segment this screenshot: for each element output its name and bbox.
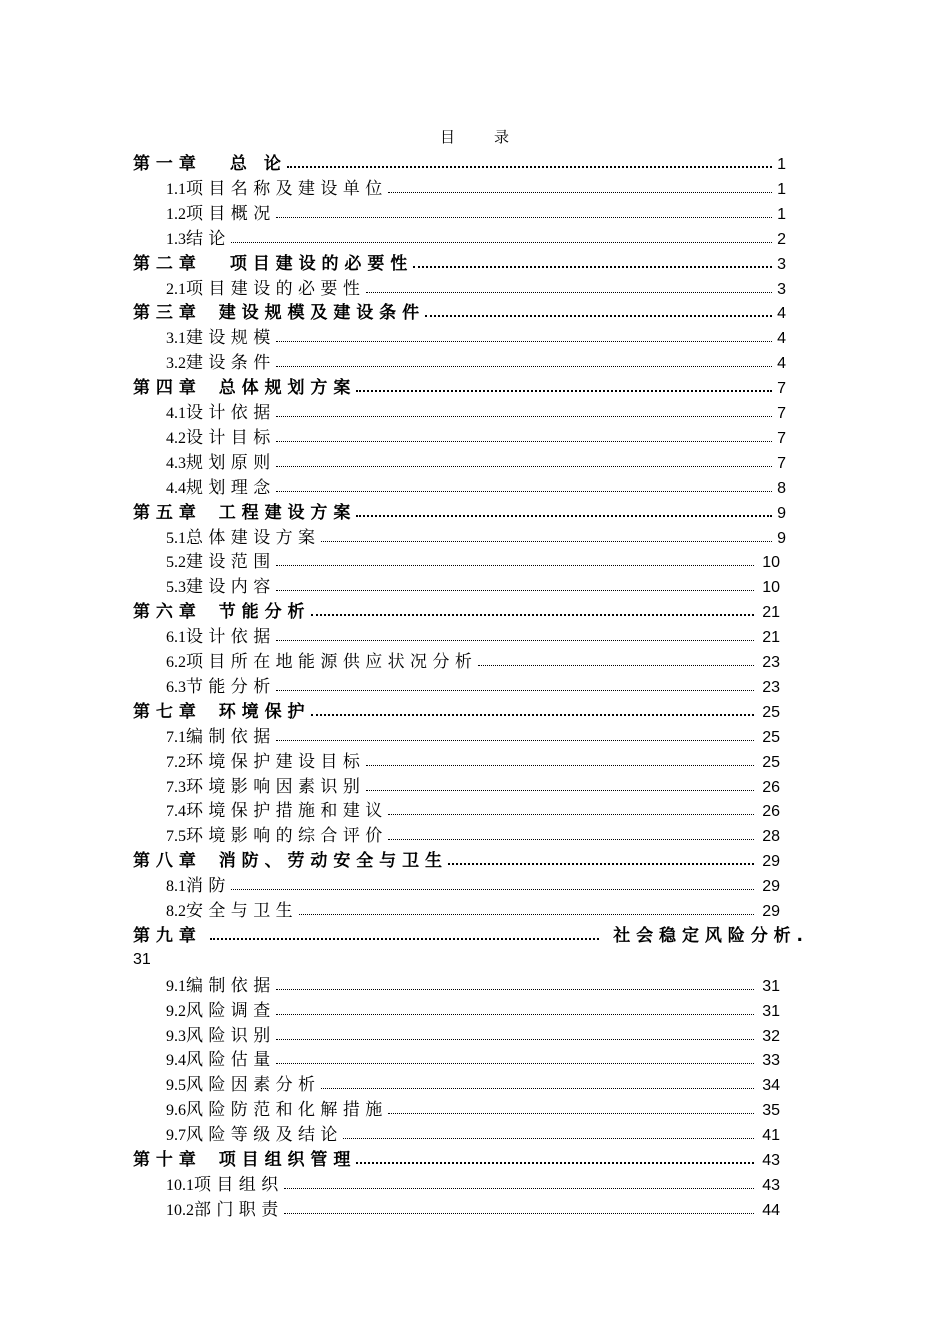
toc-leader-dots	[276, 734, 754, 741]
toc-page-number: 23	[762, 678, 780, 696]
toc-page-number: 4	[777, 330, 786, 348]
toc-section-label	[166, 772, 360, 797]
toc-section-number: 1.2	[166, 205, 186, 223]
toc-section-row[interactable]	[166, 449, 786, 473]
toc-section-row[interactable]	[166, 1121, 780, 1145]
toc-section-label	[166, 572, 270, 597]
toc-section-row[interactable]	[166, 324, 786, 348]
toc-section-row[interactable]	[166, 773, 780, 797]
toc-section-row[interactable]	[166, 548, 780, 572]
toc-section-number: 7.2	[166, 753, 186, 771]
toc-section-label	[166, 1021, 270, 1046]
toc-page-number: 9	[777, 529, 786, 547]
toc-page-number: 7	[777, 454, 786, 472]
toc-section-title: 设 计 依 据	[186, 403, 271, 423]
toc-page-number: 1	[777, 205, 786, 223]
toc-section-row[interactable]	[166, 424, 786, 448]
toc-chapter-label: 第 八 章 消 防 、 劳 动 安 全 与 卫 生	[133, 851, 443, 872]
toc-page-number: 31	[762, 977, 780, 995]
toc-section-title: 安 全 与 卫 生	[186, 901, 293, 921]
toc-chapter-row[interactable]	[133, 698, 780, 722]
toc-leader-dots	[276, 634, 754, 641]
toc-section-row[interactable]	[166, 673, 780, 697]
toc-section-row[interactable]	[166, 1196, 780, 1220]
toc-page-number: 2	[777, 230, 786, 248]
toc-section-label	[166, 1070, 315, 1095]
toc-leader-dots	[276, 485, 772, 492]
toc-leader-dots	[311, 608, 754, 616]
toc-section-title: 设 计 目 标	[186, 427, 271, 448]
toc-section-title: 项 目 组 织	[194, 1174, 279, 1195]
toc-chapter-row[interactable]	[133, 922, 803, 946]
toc-chapter-label: 第 九 章	[133, 925, 196, 946]
toc-section-label	[166, 871, 225, 896]
toc-section-row[interactable]	[166, 175, 786, 199]
toc-section-label	[166, 448, 270, 473]
toc-chapter-row[interactable]	[133, 299, 786, 323]
toc-section-label	[166, 323, 270, 348]
toc-page-number: 41	[762, 1127, 780, 1145]
toc-leader-dots	[276, 410, 772, 417]
toc-section-row[interactable]	[166, 1096, 780, 1120]
toc-section-label	[166, 896, 293, 921]
toc-leader-dots	[276, 460, 772, 467]
toc-section-number: 3.1	[166, 330, 186, 348]
toc-section-number: 9.4	[166, 1052, 186, 1070]
toc-page-number: 1	[777, 156, 786, 173]
toc-section-number: 1.1	[166, 180, 186, 198]
toc-page-number: 26	[762, 778, 780, 796]
toc-chapter-label-right: 社 会 稳 定 风 险 分 析 .	[613, 925, 803, 946]
toc-chapter-label: 第 七 章 环 境 保 护	[133, 701, 305, 722]
toc-section-label	[166, 1095, 382, 1120]
toc-section-number: 4.1	[166, 405, 186, 422]
toc-page-number: 25	[762, 703, 780, 721]
toc-page-number: 43	[762, 1176, 780, 1194]
toc-section-row[interactable]	[166, 1071, 780, 1095]
toc-section-row[interactable]	[166, 723, 780, 747]
toc-section-number: 8.1	[166, 878, 186, 896]
toc-leader-dots	[366, 784, 754, 791]
toc-page-number: 1	[777, 180, 786, 198]
toc-section-title: 项 目 建 设 的 必 要 性	[186, 278, 360, 299]
toc-section-row[interactable]	[166, 349, 786, 373]
toc-page-number: 35	[762, 1102, 780, 1120]
toc-section-title: 建 设 范 围	[186, 552, 271, 573]
toc-page-number: 31	[133, 950, 151, 968]
toc-section-number: 9.2	[166, 1002, 186, 1020]
toc-section-number: 5.1	[166, 529, 186, 547]
toc-leader-dots	[448, 857, 754, 865]
toc-leader-dots	[388, 1107, 754, 1114]
toc-section-label	[166, 1195, 278, 1220]
toc-section-title: 规 划 理 念	[186, 477, 271, 498]
toc-section-number: 7.1	[166, 728, 186, 746]
toc-section-title: 环 境 影 响 的 综 合 评 价	[186, 826, 383, 847]
toc-section-row[interactable]	[166, 648, 780, 672]
toc-section-number: 6.2	[166, 654, 186, 671]
toc-section-label	[166, 1045, 270, 1070]
toc-page-number: 23	[762, 654, 780, 671]
toc-page-number: 31	[762, 1002, 780, 1020]
toc-leader-dots	[276, 559, 754, 566]
toc-section-row[interactable]	[166, 200, 786, 224]
toc-section-title: 风 险 估 量	[186, 1050, 271, 1071]
toc-page-number: 7	[777, 405, 786, 422]
toc-chapter-row[interactable]	[133, 250, 786, 274]
toc-section-row[interactable]	[166, 822, 780, 846]
toc-page-number: 4	[777, 305, 786, 323]
toc-leader-dots	[356, 509, 772, 517]
toc-page-number: 44	[762, 1201, 780, 1219]
toc-page-number: 25	[762, 728, 780, 746]
toc-section-label	[166, 1170, 278, 1195]
toc-page-number: 21	[762, 629, 780, 647]
toc-section-number: 4.2	[166, 429, 186, 447]
toc-page-number: 4	[777, 355, 786, 373]
toc-leader-dots	[276, 983, 754, 990]
toc-leader-dots	[287, 160, 772, 168]
toc-section-number: 5.3	[166, 579, 186, 597]
toc-leader-dots	[343, 1132, 754, 1139]
toc-leader-dots	[276, 1008, 754, 1015]
toc-leader-dots	[366, 286, 772, 293]
toc-section-row[interactable]	[166, 748, 780, 772]
toc-page-number: 29	[762, 853, 780, 871]
toc-leader-dots	[276, 1033, 754, 1040]
toc-section-title: 项 目 概 况	[186, 203, 271, 224]
toc-section-title: 建 设 条 件	[186, 353, 271, 374]
toc-section-row[interactable]	[166, 1046, 780, 1070]
toc-leader-dots	[210, 932, 599, 940]
toc-section-number: 6.1	[166, 629, 186, 647]
toc-page-number: 32	[762, 1027, 780, 1045]
toc-leader-dots	[321, 1082, 754, 1089]
toc-section-number: 9.7	[166, 1127, 186, 1145]
toc-section-row[interactable]	[166, 225, 786, 249]
toc-chapter-row[interactable]	[133, 150, 786, 174]
toc-section-title: 风 险 防 范 和 化 解 措 施	[186, 1100, 383, 1121]
toc-section-title: 环 境 保 护 建 设 目 标	[186, 751, 360, 772]
toc-section-number: 7.5	[166, 828, 186, 846]
toc-chapter-label: 第 四 章 总 体 规 划 方 案	[133, 378, 351, 399]
toc-section-row[interactable]	[166, 275, 786, 299]
toc-leader-dots	[276, 335, 772, 342]
toc-page-number: 29	[762, 878, 780, 896]
toc-section-title: 环 境 影 响 因 素 识 别	[186, 776, 360, 797]
toc-section-label	[166, 174, 382, 199]
toc-leader-dots	[284, 1207, 754, 1214]
toc-section-row[interactable]	[166, 872, 780, 896]
toc-page-number: 7	[777, 429, 786, 447]
toc-section-label	[166, 996, 270, 1021]
toc-section-label	[166, 199, 270, 224]
toc-leader-dots	[276, 584, 754, 591]
toc-leader-dots	[321, 535, 772, 542]
toc-section-number: 7.4	[166, 803, 186, 821]
toc-page-number: 25	[762, 753, 780, 771]
toc-section-row[interactable]	[166, 623, 780, 647]
toc-section-label	[166, 971, 270, 996]
toc-section-row[interactable]	[166, 997, 780, 1021]
toc-section-number: 4.3	[166, 454, 186, 472]
toc-section-title: 建 设 规 模	[186, 328, 271, 349]
toc-page-number: 7	[777, 380, 786, 398]
toc-leader-dots	[276, 1057, 754, 1064]
toc-section-label	[166, 672, 270, 697]
toc-leader-dots	[388, 808, 754, 815]
toc-section-title: 总 体 建 设 方 案	[186, 527, 316, 548]
toc-section-number: 7.3	[166, 778, 186, 796]
toc-page-number: 28	[762, 828, 780, 846]
toc-section-label	[166, 547, 270, 572]
toc-leader-dots	[388, 186, 772, 193]
toc-section-label	[166, 398, 270, 423]
toc-section-title: 项 目 所 在 地 能 源 供 应 状 况 分 析	[186, 652, 472, 672]
toc-chapter-label: 第 十 章 项 目 组 织 管 理	[133, 1150, 351, 1170]
toc-section-label	[166, 796, 382, 821]
toc-section-label	[166, 1120, 337, 1145]
toc-section-number: 9.1	[166, 977, 186, 995]
toc-section-number: 9.6	[166, 1102, 186, 1120]
toc-page-number: 3	[777, 255, 786, 273]
toc-section-title: 结 论	[186, 228, 226, 249]
toc-section-title: 风 险 等 级 及 结 论	[186, 1125, 338, 1146]
toc-section-number: 4.4	[166, 479, 186, 497]
toc-leader-dots	[276, 360, 772, 367]
toc-section-title: 项 目 名 称 及 建 设 单 位	[186, 178, 383, 199]
toc-leader-dots	[356, 384, 772, 392]
toc-title-right: 录	[494, 128, 511, 146]
toc-section-number: 6.3	[166, 678, 186, 696]
toc-section-title: 风 险 识 别	[186, 1025, 271, 1046]
toc-section-number: 3.2	[166, 355, 186, 373]
toc-chapter-row[interactable]	[133, 1146, 780, 1170]
toc-page-number: 10	[762, 579, 780, 597]
toc-chapter-row[interactable]	[133, 499, 786, 523]
toc-chapter-label: 第 二 章 项 目 建 设 的 必 要 性	[133, 253, 408, 274]
toc-section-row[interactable]	[166, 1022, 780, 1046]
toc-leader-dots	[478, 659, 754, 666]
toc-leader-dots	[276, 435, 772, 442]
toc-page-number: 10	[762, 554, 780, 572]
toc-section-title: 节 能 分 析	[186, 676, 271, 697]
toc-section-label	[166, 647, 472, 672]
toc-leader-dots	[276, 211, 772, 218]
toc-leader-dots	[425, 309, 772, 317]
toc-section-title: 设 计 依 据	[186, 627, 271, 648]
toc-page-number: 9	[777, 504, 786, 522]
toc-section-title: 部 门 职 责	[194, 1199, 279, 1220]
toc-section-row[interactable]	[166, 972, 780, 996]
toc-section-row[interactable]	[166, 524, 786, 548]
toc-title	[0, 126, 950, 147]
toc-page-number: 43	[762, 1152, 780, 1169]
toc-chapter-row[interactable]	[133, 374, 786, 398]
toc-page-number: 33	[762, 1052, 780, 1070]
toc-leader-dots	[366, 759, 754, 766]
toc-section-number: 10.1	[166, 1176, 194, 1194]
toc-section-row[interactable]	[166, 474, 786, 498]
toc-section-number: 2.1	[166, 280, 186, 298]
toc-page-number: 8	[777, 479, 786, 497]
toc-section-row[interactable]	[166, 897, 780, 921]
toc-section-number: 8.2	[166, 903, 186, 920]
toc-section-title: 规 划 原 则	[186, 452, 271, 473]
toc-leader-dots	[413, 260, 772, 268]
toc-section-label	[166, 224, 225, 249]
toc-section-row[interactable]	[166, 399, 786, 423]
toc-section-title: 消 防	[186, 876, 226, 897]
toc-section-label	[166, 622, 270, 647]
toc-section-number: 1.3	[166, 230, 186, 248]
toc-leader-dots	[299, 908, 754, 915]
toc-leader-dots	[231, 883, 754, 890]
toc-chapter-label: 第 六 章 节 能 分 析	[133, 602, 305, 623]
toc-section-label	[166, 274, 360, 299]
toc-leader-dots	[231, 236, 772, 243]
toc-page-number: 3	[777, 280, 786, 298]
toc-leader-dots	[276, 684, 754, 691]
toc-page-number: 29	[762, 903, 780, 920]
toc-section-title: 编 制 依 据	[186, 726, 271, 747]
toc-chapter-label: 第 三 章 建 设 规 模 及 建 设 条 件	[133, 303, 420, 324]
toc-section-title: 环 境 保 护 措 施 和 建 议	[186, 801, 383, 822]
toc-leader-dots	[388, 833, 754, 840]
toc-chapter-row[interactable]	[133, 598, 780, 622]
toc-title-left: 目	[439, 128, 456, 146]
toc-page-number: 26	[762, 803, 780, 821]
toc-section-title: 编 制 依 据	[186, 975, 271, 996]
toc-section-title: 建 设 内 容	[186, 577, 271, 598]
toc-section-title: 风 险 调 查	[186, 1000, 271, 1021]
toc-section-label	[166, 423, 270, 448]
toc-section-title: 风 险 因 素 分 析	[186, 1075, 316, 1096]
toc-page-number: 21	[762, 604, 780, 622]
toc-section-label	[166, 821, 382, 846]
toc-section-label	[166, 747, 360, 772]
toc-section-number: 9.5	[166, 1077, 186, 1095]
toc-chapter-row[interactable]	[133, 847, 780, 871]
toc-section-row[interactable]	[166, 573, 780, 597]
toc-section-label	[166, 722, 270, 747]
toc-chapter-label: 第 一 章 总 论	[133, 154, 281, 174]
toc-leader-dots	[356, 1156, 754, 1164]
toc-section-row[interactable]	[166, 797, 780, 821]
toc-section-number: 5.2	[166, 554, 186, 572]
toc-section-label	[166, 473, 270, 498]
toc-page-number: 34	[762, 1077, 780, 1095]
toc-leader-dots	[284, 1182, 754, 1189]
toc-section-row[interactable]	[166, 1171, 780, 1195]
toc-leader-dots	[311, 708, 754, 716]
toc-chapter-label: 第 五 章 工 程 建 设 方 案	[133, 502, 351, 523]
toc-section-number: 9.3	[166, 1027, 186, 1045]
toc-section-number: 10.2	[166, 1201, 194, 1219]
toc-section-label	[166, 523, 315, 548]
toc-section-label	[166, 348, 270, 373]
